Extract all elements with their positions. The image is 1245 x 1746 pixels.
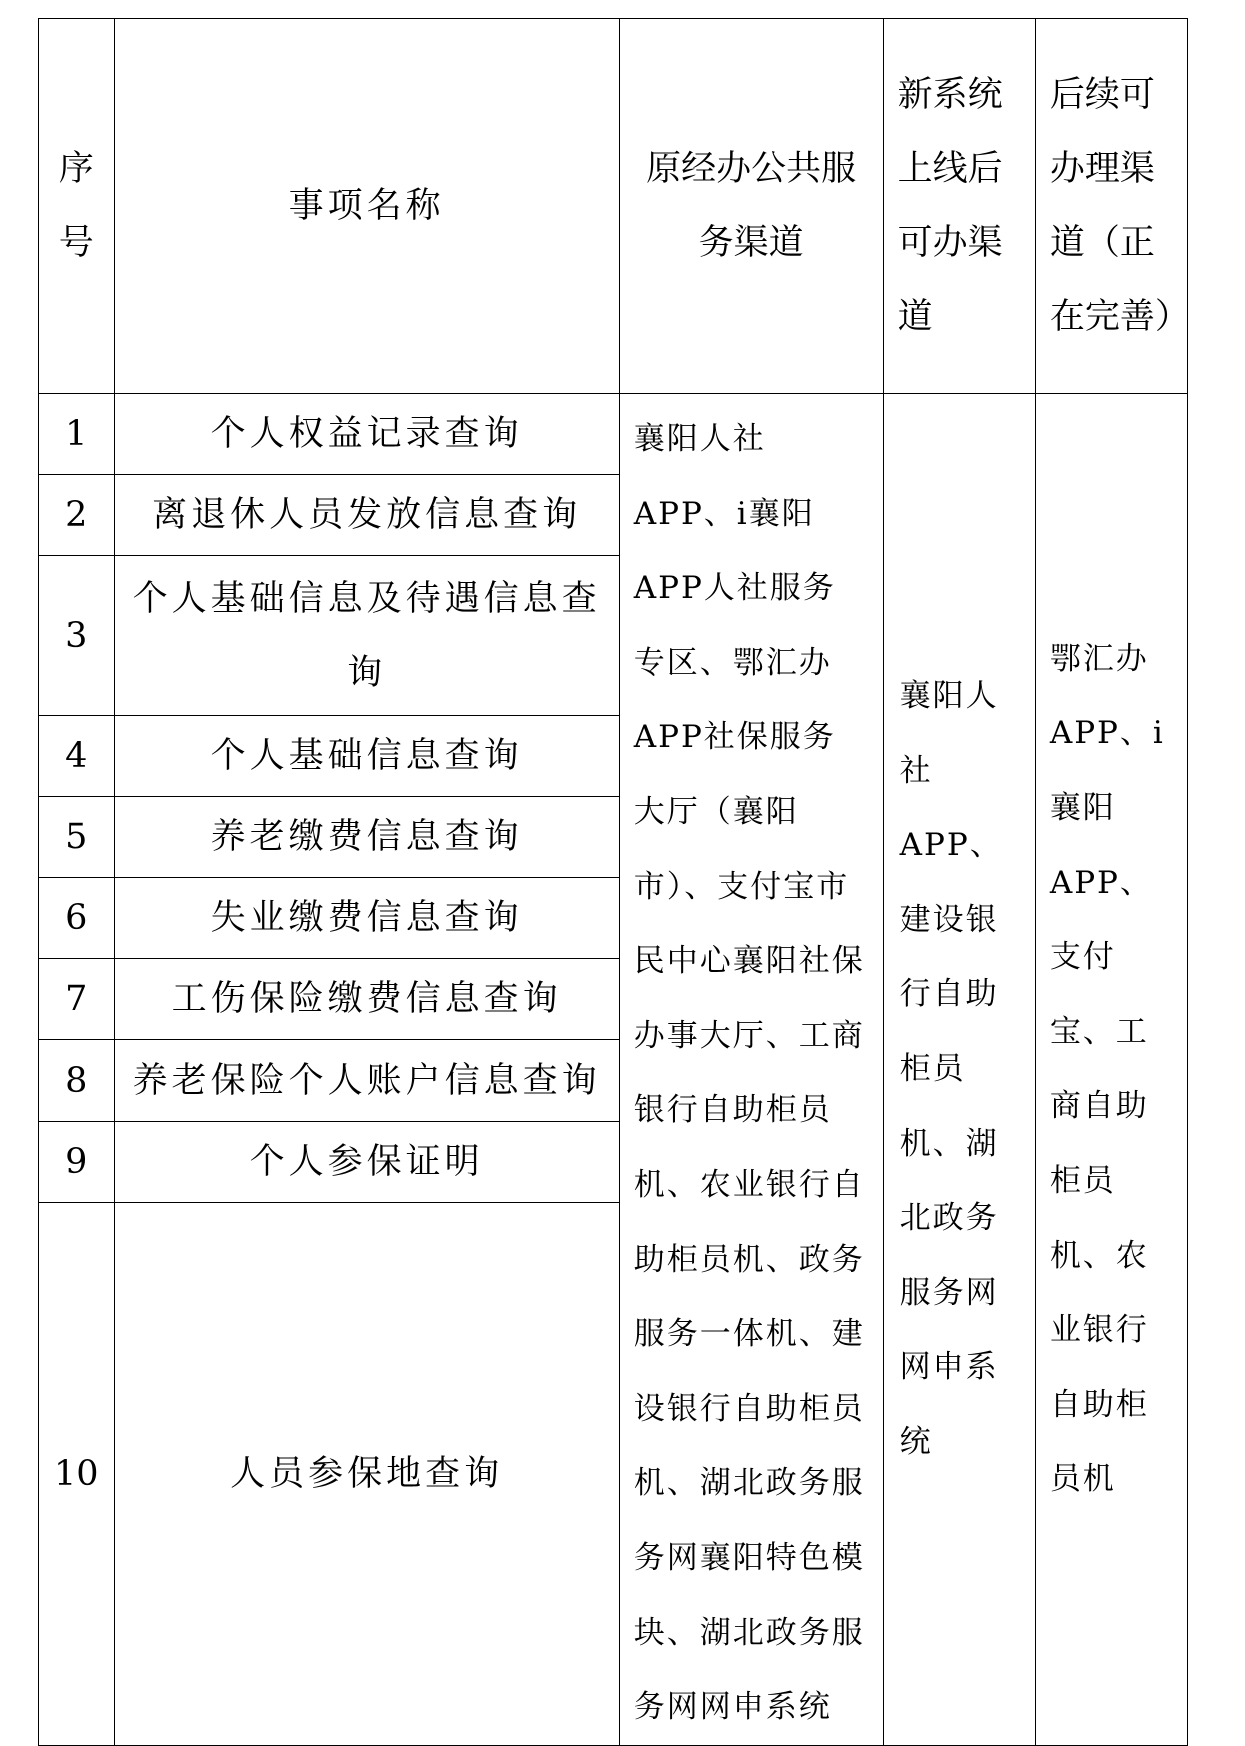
table-row [39, 394, 1188, 475]
follow-channels-cell: 鄂汇办APP、i襄阳APP、支付宝、工商自助柜员机、农业银行自助柜员机 [1035, 394, 1187, 1746]
row-item-name: 离退休人员发放信息查询 [114, 475, 619, 556]
row-number: 1 [39, 394, 115, 475]
header-item-name: 事项名称 [114, 19, 619, 394]
header-seq: 序号 [39, 19, 115, 394]
row-number: 5 [39, 797, 115, 878]
row-item-name: 工伤保险缴费信息查询 [114, 959, 619, 1040]
row-item-name: 个人基础信息查询 [114, 716, 619, 797]
new-channels-cell: 襄阳人社APP、建设银行自助柜员机、湖北政务服务网网申系统 [883, 394, 1035, 1746]
row-number: 9 [39, 1121, 115, 1202]
row-number: 7 [39, 959, 115, 1040]
row-item-name: 个人权益记录查询 [114, 394, 619, 475]
row-number: 2 [39, 475, 115, 556]
row-item-name: 养老保险个人账户信息查询 [114, 1040, 619, 1121]
row-number: 3 [39, 556, 115, 716]
row-item-name: 养老缴费信息查询 [114, 797, 619, 878]
row-item-name: 个人参保证明 [114, 1121, 619, 1202]
header-original-channel: 原经办公共服务渠道 [619, 19, 883, 394]
row-number: 10 [39, 1202, 115, 1745]
row-item-name: 人员参保地查询 [114, 1202, 619, 1745]
row-item-name: 个人基础信息及待遇信息查询 [114, 556, 619, 716]
service-channel-table [38, 18, 1188, 1746]
row-item-name: 失业缴费信息查询 [114, 878, 619, 959]
row-number: 4 [39, 716, 115, 797]
table-header-row [39, 19, 1188, 394]
header-new-system-channel: 新系统上线后可办渠道 [883, 19, 1035, 394]
original-channels-cell: 襄阳人社APP、i襄阳APP人社服务专区、鄂汇办APP社保服务大厅（襄阳市）、支付宝市民中心襄阳社保办事大厅、工商银行自助柜员机、农业银行自助柜员机、政务服务一体机、建设银行自助柜员机、湖北政务服务网襄阳特色模块、湖北政务服务网网申系统 [619, 394, 883, 1746]
header-follow-up-channel: 后续可办理渠道（正在完善） [1035, 19, 1187, 394]
row-number: 6 [39, 878, 115, 959]
row-number: 8 [39, 1040, 115, 1121]
